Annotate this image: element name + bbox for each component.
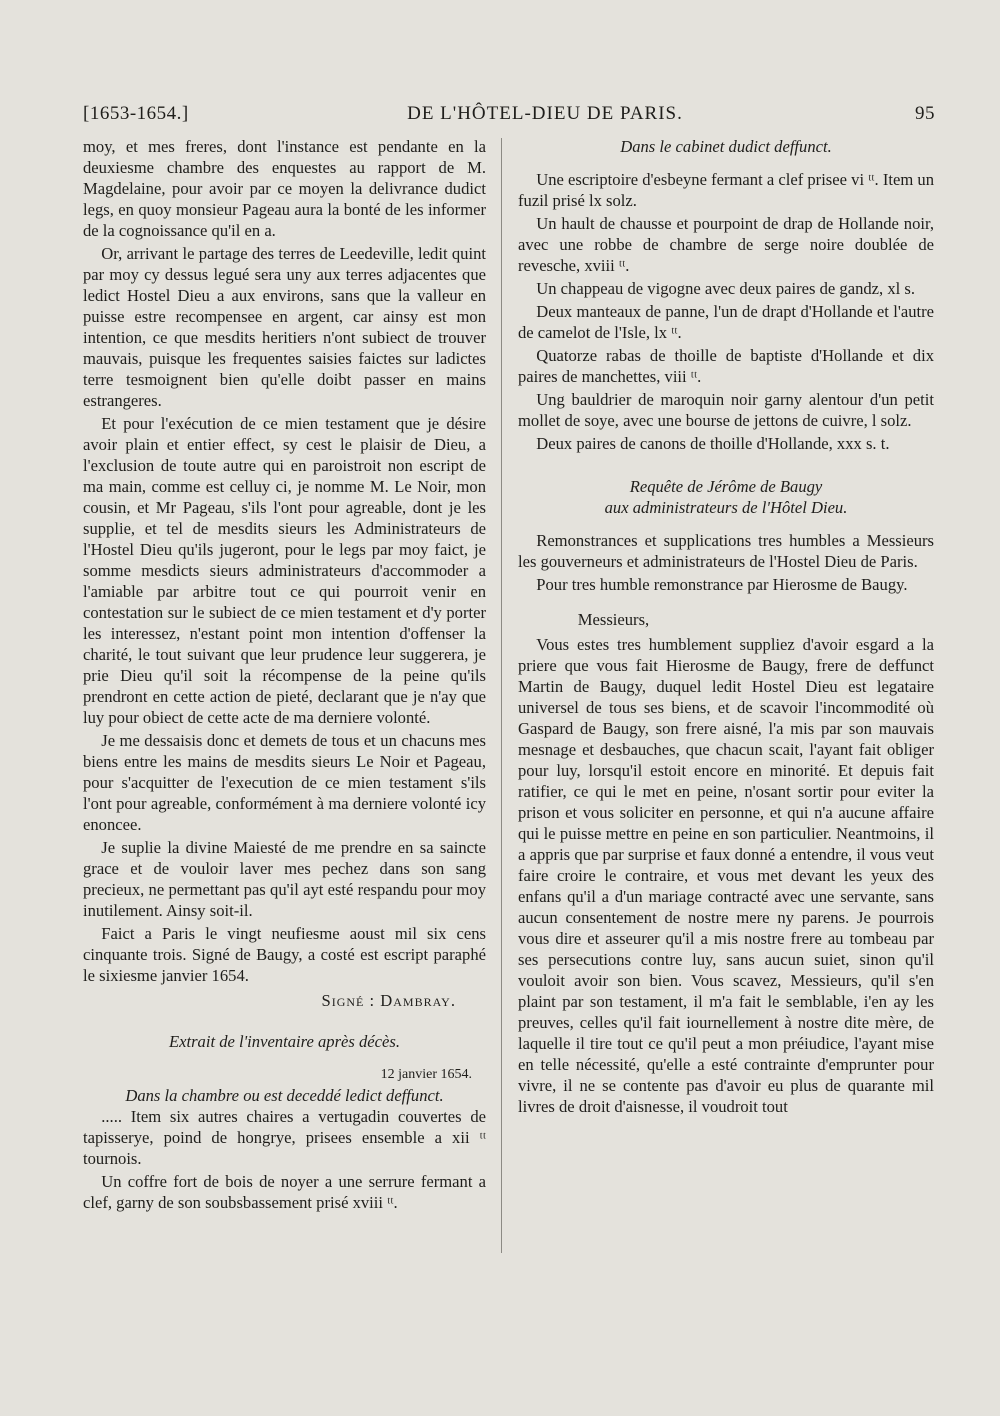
column-divider xyxy=(501,138,502,1253)
right-paragraph-3: Un chappeau de vigogne avec deux paires de gandz, xl s. xyxy=(536,279,915,298)
request-heading-line-1: Requête de Jérôme de Baugy xyxy=(629,477,823,496)
page-number: 95 xyxy=(915,103,935,124)
left-paragraph-7: ..... Item six autres chaires a vertugadin couvertes de tapisserye, poind de hongrye, prisees ensemble a xii ᵗᵗ tournois. xyxy=(83,1107,486,1168)
right-paragraph-10: Vous estes tres humblement suppliez d'avoir esgard a la priere que vous fait Hierosme de Baugy, frere de deffunct Martin de Baugy, duquel ledit Hostel Dieu est legataire universel de tous ses biens, et de scavoir l'incommodité où Gaspard de Baugy, son frere aisné, l'a mis par son mauvais mesnage et desbauches, que chacun scait, l'ayant fait obliger pour luy, lorsqu'il estoit encore en minorité. Et depuis fait ratifier, ce qui le met en peine, n'osant sortir pour eviter la prison et vous soliciter en personne, et qui n'a aucune affaire qui le puisse mettre en peine en son particulier. Neantmoins, il a appris que par surprise et faux donné a entendre, il vous veut faire croire le contraire, et vous met devant les yeux des enfans qu'il a d'un mariage contracté avec une servante, sans aucun consentement de nostre mere ny parens. Je pourrois vous dire et asseurer qu'il a mis nostre frere au tombeau par ses persecutions contre luy, sans aucun suiet, sinon qu'il vouloit avoir son bien. Vous scavez, Messieurs, qu'il s'en plaint par son testament, il m'a fait le semblable, i'en ay les preuves, celles qu'il fait iournellement à nostre dite mère, de laquelle il tire tout ce qu'il peut a mon préiudice, l'ayant mise en telle nécessité, qu'elle a esté contrainte d'emprunter pour vivre, il ne se contente pas d'avoir eu plus de quarante mil livres de droit d'aisnesse, il voudroit tout xyxy=(518,635,934,1116)
right-column xyxy=(518,136,934,1119)
running-header xyxy=(83,103,935,133)
right-paragraph-4: Deux manteaux de panne, l'un de drapt d'Hollande et l'autre de camelot de l'Isle, lx ᵗᵗ. xyxy=(518,302,934,342)
inventory-heading: Extrait de l'inventaire après décès. xyxy=(168,1032,401,1051)
spacer xyxy=(83,1052,486,1064)
left-paragraph-5: Je suplie la divine Maiesté de me prendre en sa saincte grace et de vouloir laver mes pechez dans son sang precieux, ne permettant pas qu'il ayt esté respandu pour moy inutilement. Ainsy soit-il. xyxy=(83,838,486,920)
request-heading-line-2: aux administrateurs de l'Hôtel Dieu. xyxy=(604,498,848,517)
header-years: [1653-1654.] xyxy=(83,103,189,124)
spacer xyxy=(83,1011,486,1031)
left-paragraph-3: Et pour l'exécution de ce mien testament que je désire avoir plain et entier effect, sy cest le plaisir de Dieu, a l'exclusion de toute autre qui en paroistroit non escript de ma main, comme est celluy ci, je nomme M. Le Noir, mon cousin, et Mr Pageau, s'ils l'ont pour agreable, dont je les supplie, et tel de mesdits sieurs les Administrateurs de l'Hostel Dieu qu'ils jugeront, pour le legs par moy faict, je somme mesdicts sieurs administrateurs d'accommoder a l'amiable par arbitre tout ce qui pourroit venir en contestation sur le subiect de ce mien testament et d'y porter les interessez, n'estant point mon intention d'offenser la charité, le tout suivant que leur prudence leur suggerera, je prie Dieu qu'il soit la récompense de la peine qu'ils prendront en cette action de pieté, declarant que je n'ay que luy pour obiect de cette acte de ma derniere volonté. xyxy=(83,414,486,727)
salutation: Messieurs, xyxy=(577,610,650,629)
left-paragraph-6: Faict a Paris le vingt neufiesme aoust mil six cens cinquante trois. Signé de Baugy, a costé est escript paraphé le sixiesme janvier 1654. xyxy=(83,924,486,985)
right-paragraph-1: Une escriptoire d'esbeyne fermant a clef prisee vi ᵗᵗ. Item un fuzil prisé lx solz. xyxy=(518,170,934,210)
header-running-title: DE L'HÔTEL-DIEU DE PARIS. xyxy=(407,103,683,124)
spacer xyxy=(518,518,934,530)
right-paragraph-2: Un hault de chausse et pourpoint de drap de Hollande noir, avec une robbe de chambre de serge noire doublée de revesche, xviii ᵗᵗ. xyxy=(518,214,934,275)
signature-line: Signé : Dambray. xyxy=(321,991,456,1010)
right-paragraph-6: Ung bauldrier de maroquin noir garny alentour d'un petit mollet de soye, avec une bourse de jettons de cuivre, l solz. xyxy=(518,390,934,430)
left-column xyxy=(83,136,486,1215)
left-paragraph-2: Or, arrivant le partage des terres de Leedeville, ledit quint par moy cy dessus legué sera uny aux terres adjacentes que ledict Hostel Dieu a aux environs, sans que la valleur en puisse estre recompensee en argent, car ainsy est mon intention, ce que mesdits heritiers n'ont subiect de trouver mauvais, puisque les frequentes saisies faictes sur ladictes terre tesmoignent bien qu'elle doibt passer en mains estrangeres. xyxy=(83,244,486,410)
left-paragraph-8: Un coffre fort de bois de noyer a une serrure fermant a clef, garny de son soubsbassement prisé xviii ᵗᵗ. xyxy=(83,1172,486,1212)
right-paragraph-8: Remonstrances et supplications tres humbles a Messieurs les gouverneurs et administrateurs de l'Hostel Dieu de Paris. xyxy=(518,531,934,571)
cabinet-heading: Dans le cabinet dudict deffunct. xyxy=(620,137,832,156)
spacer xyxy=(518,157,934,169)
left-paragraph-1: moy, et mes freres, dont l'instance est pendante en la deuxiesme chambre des enquestes au rapport de M. Magdelaine, pour avoir par ce moyen la delivrance dudict legs, en quoy monsieur Pageau aura la bonté de les informer de la cognoissance qu'il en a. xyxy=(83,137,486,240)
inventory-date: 12 janvier 1654. xyxy=(380,1067,472,1082)
right-paragraph-9: Pour tres humble remonstrance par Hierosme de Baugy. xyxy=(536,575,908,594)
left-paragraph-4: Je me dessaisis donc et demets de tous et un chacuns mes biens entre les mains de mesdits sieurs Le Noir et Pageau, pour s'acquitter de l'execution de ce mien testament s'ils l'ont pour agreable, conformément à ma derniere volonté icy enoncee. xyxy=(83,731,486,834)
right-paragraph-5: Quatorze rabas de thoille de baptiste d'Hollande et dix paires de manchettes, viii ᵗᵗ. xyxy=(518,346,934,386)
right-paragraph-7: Deux paires de canons de thoille d'Hollande, xxx s. t. xyxy=(536,434,890,453)
room-heading: Dans la chambre ou est deceddé ledict deffunct. xyxy=(125,1086,444,1105)
spacer xyxy=(518,456,934,476)
